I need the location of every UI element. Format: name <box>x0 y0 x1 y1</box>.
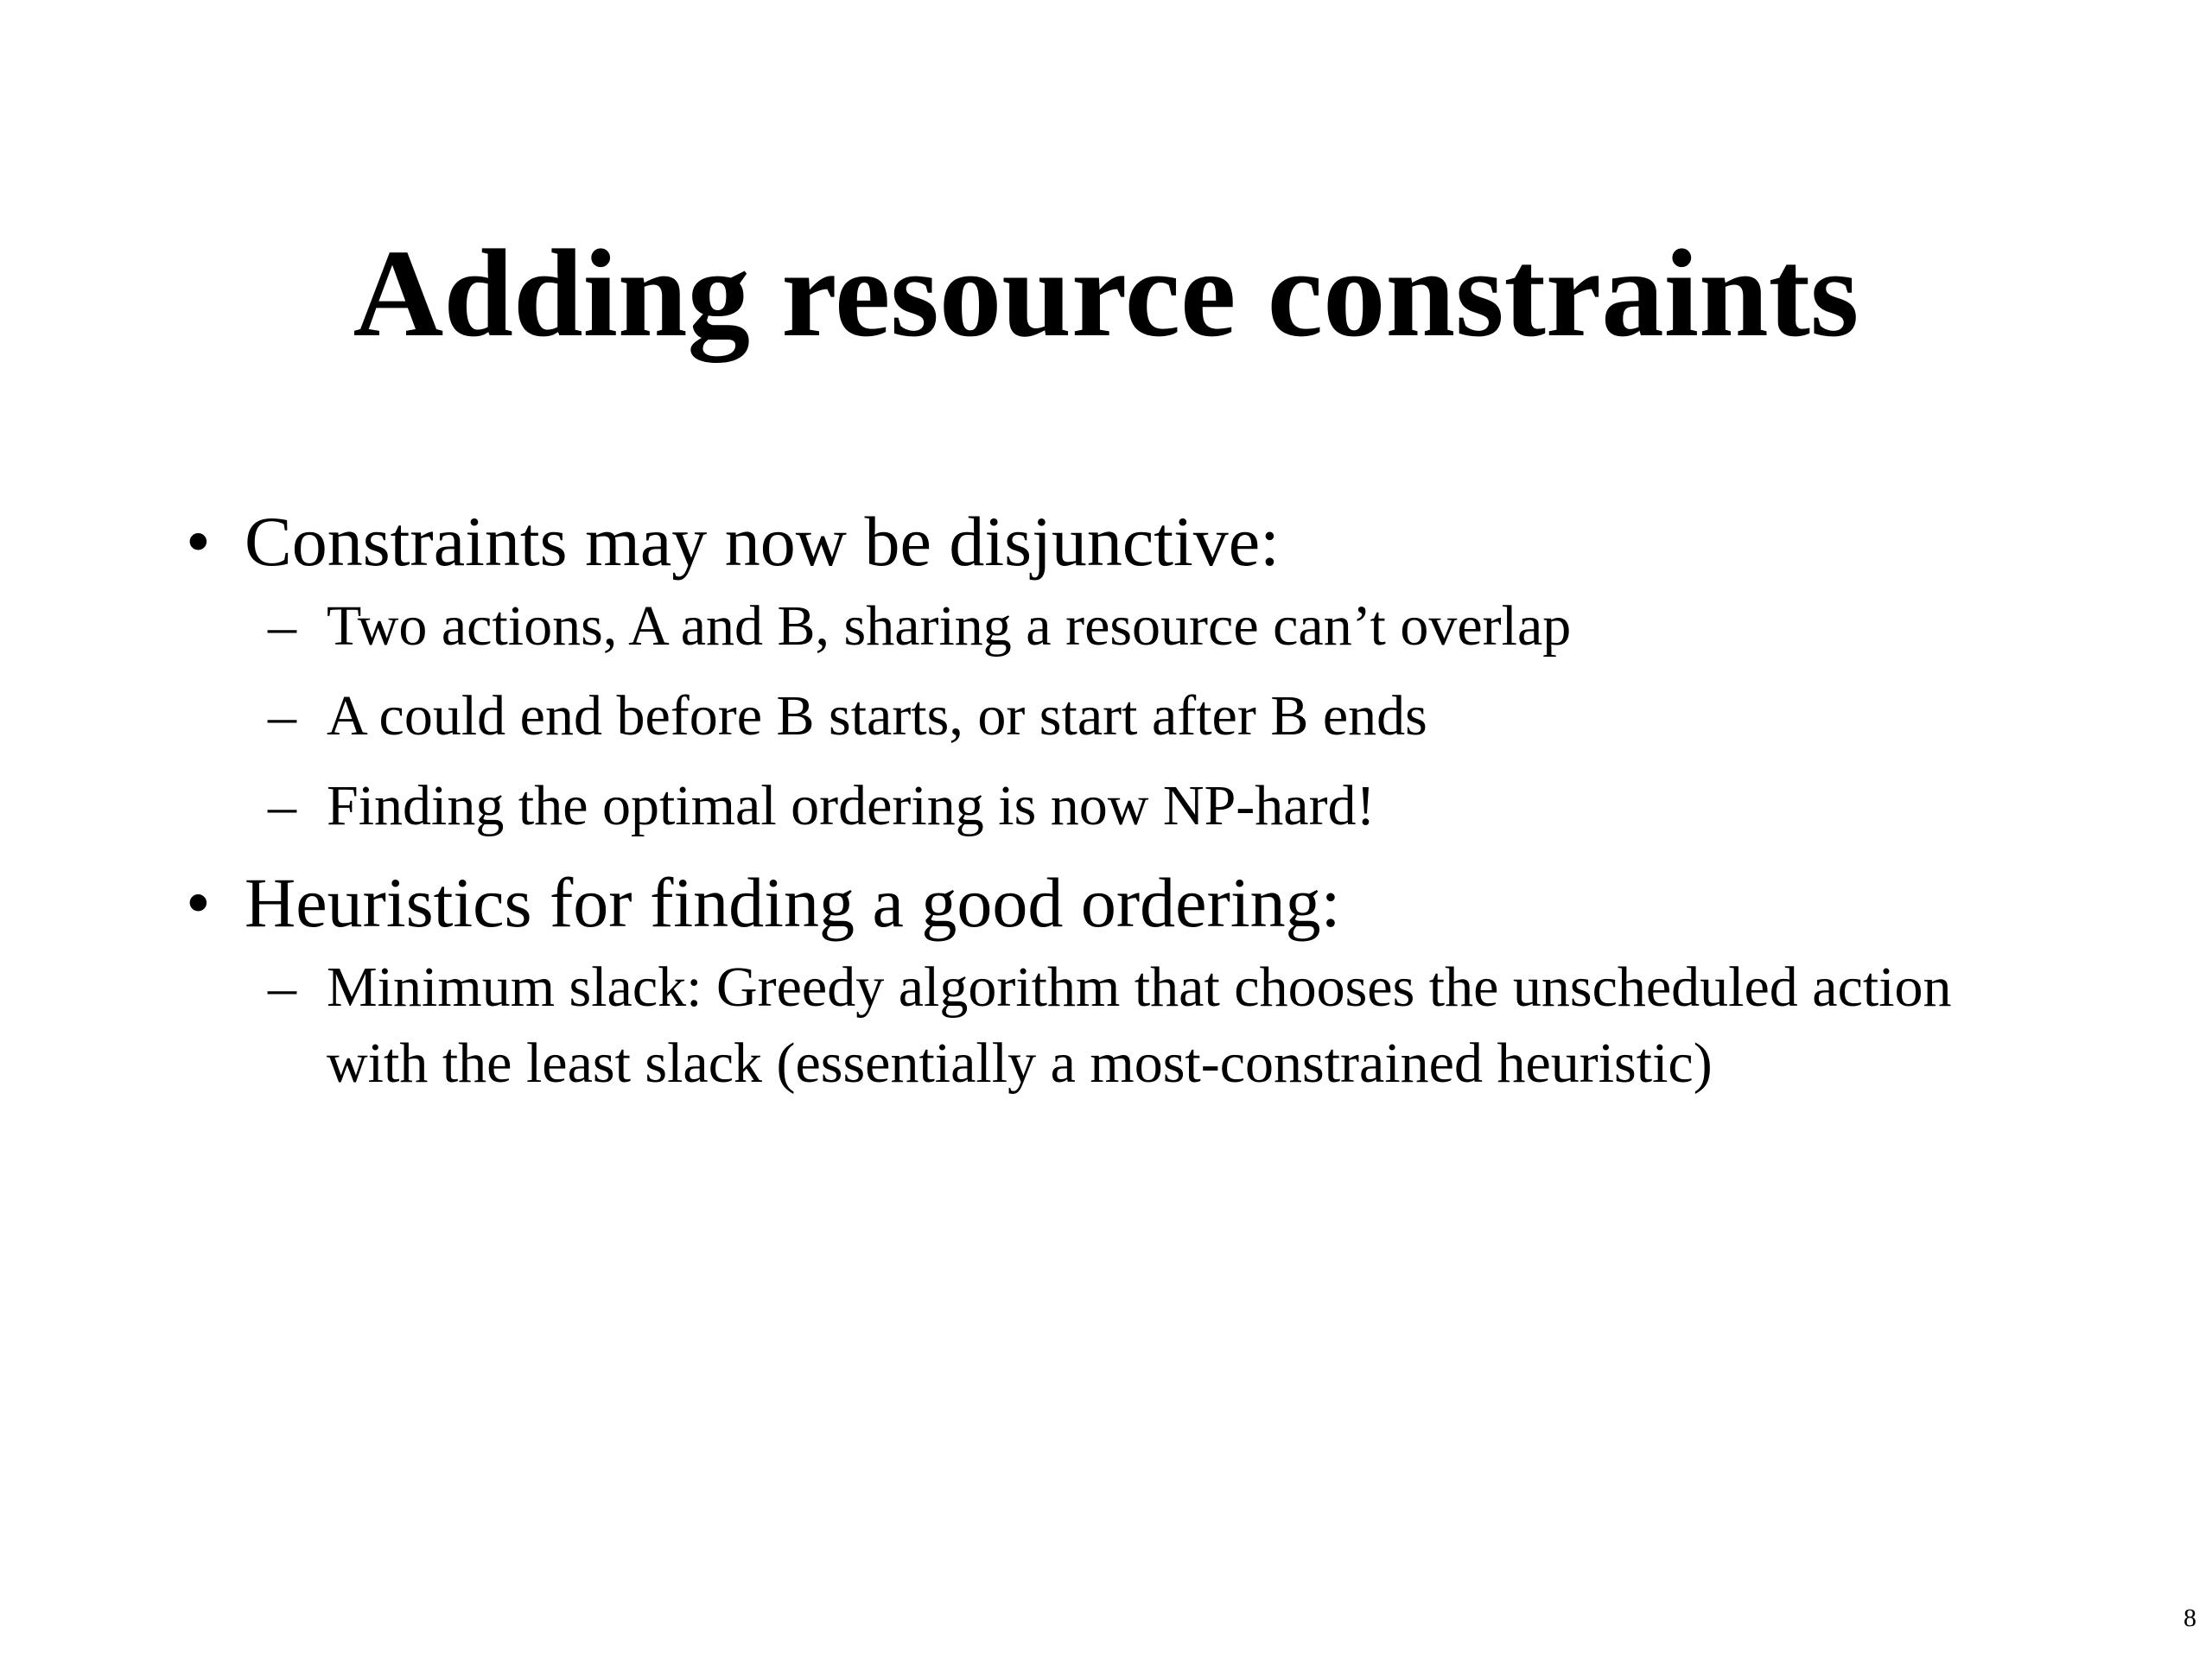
bullet-item <box>186 497 2087 587</box>
bullet-item <box>186 858 2087 948</box>
sub-bullet-marker: – <box>268 956 296 1019</box>
sub-bullet-item <box>186 678 2087 754</box>
bullet-text: Heuristics for finding a good ordering: <box>245 863 1341 942</box>
sub-bullet-text: Finding the optimal ordering is now NP-hard! <box>327 774 1376 837</box>
sub-bullet-list <box>186 588 2087 844</box>
bullet-marker: • <box>186 863 211 942</box>
bullet-text: Constraints may now be disjunctive: <box>245 502 1280 581</box>
sub-bullet-text: A could end before B starts, or start after B ends <box>327 684 1427 747</box>
sub-bullet-marker: – <box>268 594 296 658</box>
sub-bullet-marker: – <box>268 774 296 837</box>
sub-bullet-item <box>186 950 2087 1102</box>
sub-bullet-text: Minimum slack: Greedy algorithm that chooses the unscheduled action with the least slack (essentially a most-constrained heuristic) <box>327 956 1952 1095</box>
bullet-marker: • <box>186 502 211 581</box>
page-number: 8 <box>2183 1604 2196 1632</box>
sub-bullet-item <box>186 588 2087 664</box>
slide-title: Adding resource constraints <box>353 225 1859 363</box>
sub-bullet-text: Two actions, A and B, sharing a resource can’t overlap <box>327 594 1572 658</box>
sub-bullet-marker: – <box>268 684 296 747</box>
sub-bullet-list <box>186 950 2087 1102</box>
slide-content <box>186 497 2087 1116</box>
sub-bullet-item <box>186 768 2087 844</box>
